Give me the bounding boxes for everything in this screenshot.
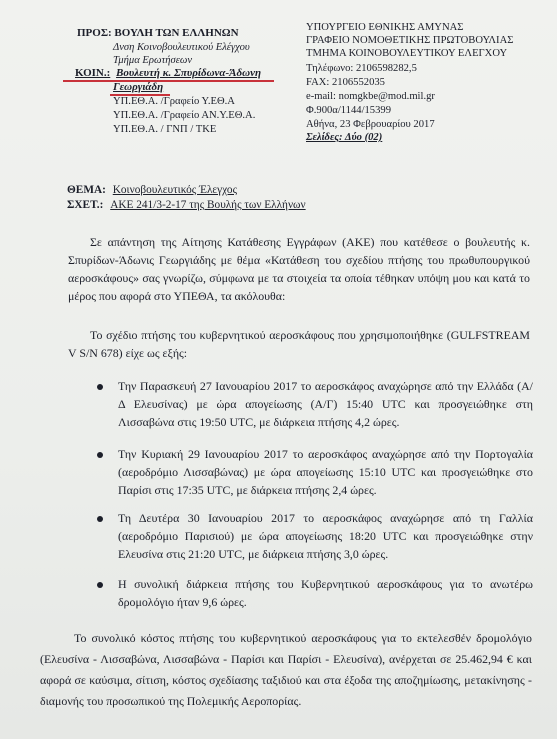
page-count: Σελίδες: Δύο (02) bbox=[306, 132, 383, 143]
office-name: ΓΡΑΦΕΙΟ ΝΟΜΟΘΕΤΙΚΗΣ ΠΡΩΤΟΒΟΥΛΙΑΣ bbox=[306, 35, 514, 46]
ministry-name: ΥΠΟΥΡΓΕΙΟ ΕΘΝΙΚΗΣ ΑΜΥΝΑΣ bbox=[306, 22, 464, 33]
cc-office-2: ΥΠ.ΕΘ.Α. /Γραφείο ΑΝ.Υ.ΕΘ.Α. bbox=[113, 110, 256, 121]
phone-number: Τηλέφωνο: 2106598282,5 bbox=[306, 63, 417, 74]
bullet-flight-2: Την Κυριακή 29 Ιανουαρίου 2017 το αεροσκάφος αναχώρησε από την Πορτογαλία (αεροδρόμιο Λισσαβώνας) με ώρα απογείωσης 15:10 UTC και προσγειώθηκε στο Παρίσι στις 17:35 UTC, με διάρκεια πτήσης 2,4 ώρες. bbox=[118, 447, 533, 497]
bullet-dot bbox=[97, 384, 103, 390]
cost-paragraph: Το συνολικό κόστος πτήσης του κυβερνητικού αεροσκάφους για το εκτελεσθέν δρομολόγιο (Ελευσίνα - Λισσαβώνα, Λισσαβώνα - Παρίσι και Παρίσι - Ελευσίνα), ανέρχεται σε 25.462,94 € και αφορά σε καύσιμα, σίτιση, κόστος σχεδίασης ταξιδιού και στα έξοδα της αποζημίωσης, μετακίνησης - διαμονής του προσωπικού της Πολεμικής Αεροπορίας. bbox=[40, 631, 532, 708]
bullet-dot bbox=[97, 582, 103, 588]
cc-line bbox=[75, 67, 261, 80]
intro-paragraph: Σε απάντηση της Αίτησης Κατάθεσης Εγγράφων (ΑΚΕ) που κατέθεσε ο βουλευτής κ. Σπυρίδων-Άδωνις Γεωργιάδης με θέμα «Κατάθεση του σχεδίου πτήσης του πρωθυπουργικού αεροσκάφους» σας γνωρίζω, σύμφωνα με τα στοιχεία τα οποία τέθηκαν υπόψη μου και κατά το μέρος που αφορά στο ΥΠΕΘΑ, τα ακόλουθα: bbox=[68, 235, 530, 303]
highlight-underline bbox=[63, 80, 274, 82]
flight-plan-paragraph: Το σχέδιο πτήσης του κυβερνητικού αεροσκάφους που χρησιμοποιήθηκε (GULFSTREAM V S/N 678) είχε ως εξής: bbox=[68, 328, 530, 360]
subject-label: ΘΕΜΑ: bbox=[67, 184, 106, 196]
section-name: ΤΜΗΜΑ ΚΟΙΝΟΒΟΥΛΕΥΤΙΚΟΥ ΕΛΕΓΧΟΥ bbox=[306, 48, 508, 59]
subject-line bbox=[67, 184, 237, 196]
cc-label: ΚΟΙΝ.: bbox=[75, 67, 111, 79]
cc-recipient-surname: Γεωργιάδη bbox=[113, 81, 164, 93]
cc-recipient: Βουλευτή κ. Σπυρίδωνα-Άδωνη bbox=[116, 67, 262, 79]
cc-office-3: ΥΠ.ΕΘ.Α. / ΓΝΠ / ΤΚΕ bbox=[113, 124, 217, 135]
reference-label: ΣΧΕΤ.: bbox=[67, 199, 104, 211]
bullet-flight-1: Την Παρασκευή 27 Ιανουαρίου 2017 το αεροσκάφος αναχώρησε από την Ελλάδα (Α/Δ Ελευσίνας) με ώρα απογείωσης (Α/Γ) 15:40 UTC και προσγειώθηκε στη Λισσαβώνα στις 19:50 UTC, με διάρκεια πτήσης 4,2 ώρες. bbox=[118, 379, 533, 429]
bullet-flight-3: Τη Δευτέρα 30 Ιανουαρίου 2017 το αεροσκάφος αναχώρησε από τη Γαλλία (αεροδρόμιο Παρισιού) με ώρα απογείωσης 18:20 UTC και προσγειώθηκε στην Ελευσίνα στις 21:20 UTC, με διάρκεια πτήσης 3,0 ώρες. bbox=[118, 511, 533, 561]
bullet-dot bbox=[97, 516, 103, 522]
reference-line bbox=[67, 199, 306, 211]
subject-text: Κοινοβουλευτικός Έλεγχος bbox=[112, 184, 238, 196]
bullet-dot bbox=[97, 452, 103, 458]
recipient-title: ΠΡΟΣ: ΒΟΥΛΗ ΤΩΝ ΕΛΛΗΝΩΝ bbox=[77, 27, 239, 39]
recipient-department: Δνση Κοινοβουλευτικού Ελέγχου bbox=[113, 42, 250, 53]
bullet-total-duration: Η συνολική διάρκεια πτήσης του Κυβερνητικού αεροσκάφους για το ανωτέρω δρομολόγιο ήταν 9,6 ώρες. bbox=[118, 577, 533, 609]
email-address: e-mail: nomgkbe@mod.mil.gr bbox=[306, 91, 435, 102]
fax-number: FAX: 2106552035 bbox=[306, 77, 385, 88]
document-date: Αθήνα, 23 Φεβρουαρίου 2017 bbox=[306, 119, 435, 130]
recipient-section: Τμήμα Ερωτήσεων bbox=[113, 55, 193, 66]
reference-text: ΑΚΕ 241/3-2-17 της Βουλής των Ελλήνων bbox=[110, 199, 306, 211]
cc-office-1: ΥΠ.ΕΘ.Α. /Γραφείο Υ.ΕΘ.Α bbox=[113, 96, 235, 107]
reference-number: Φ.900α/1144/15399 bbox=[306, 105, 391, 116]
